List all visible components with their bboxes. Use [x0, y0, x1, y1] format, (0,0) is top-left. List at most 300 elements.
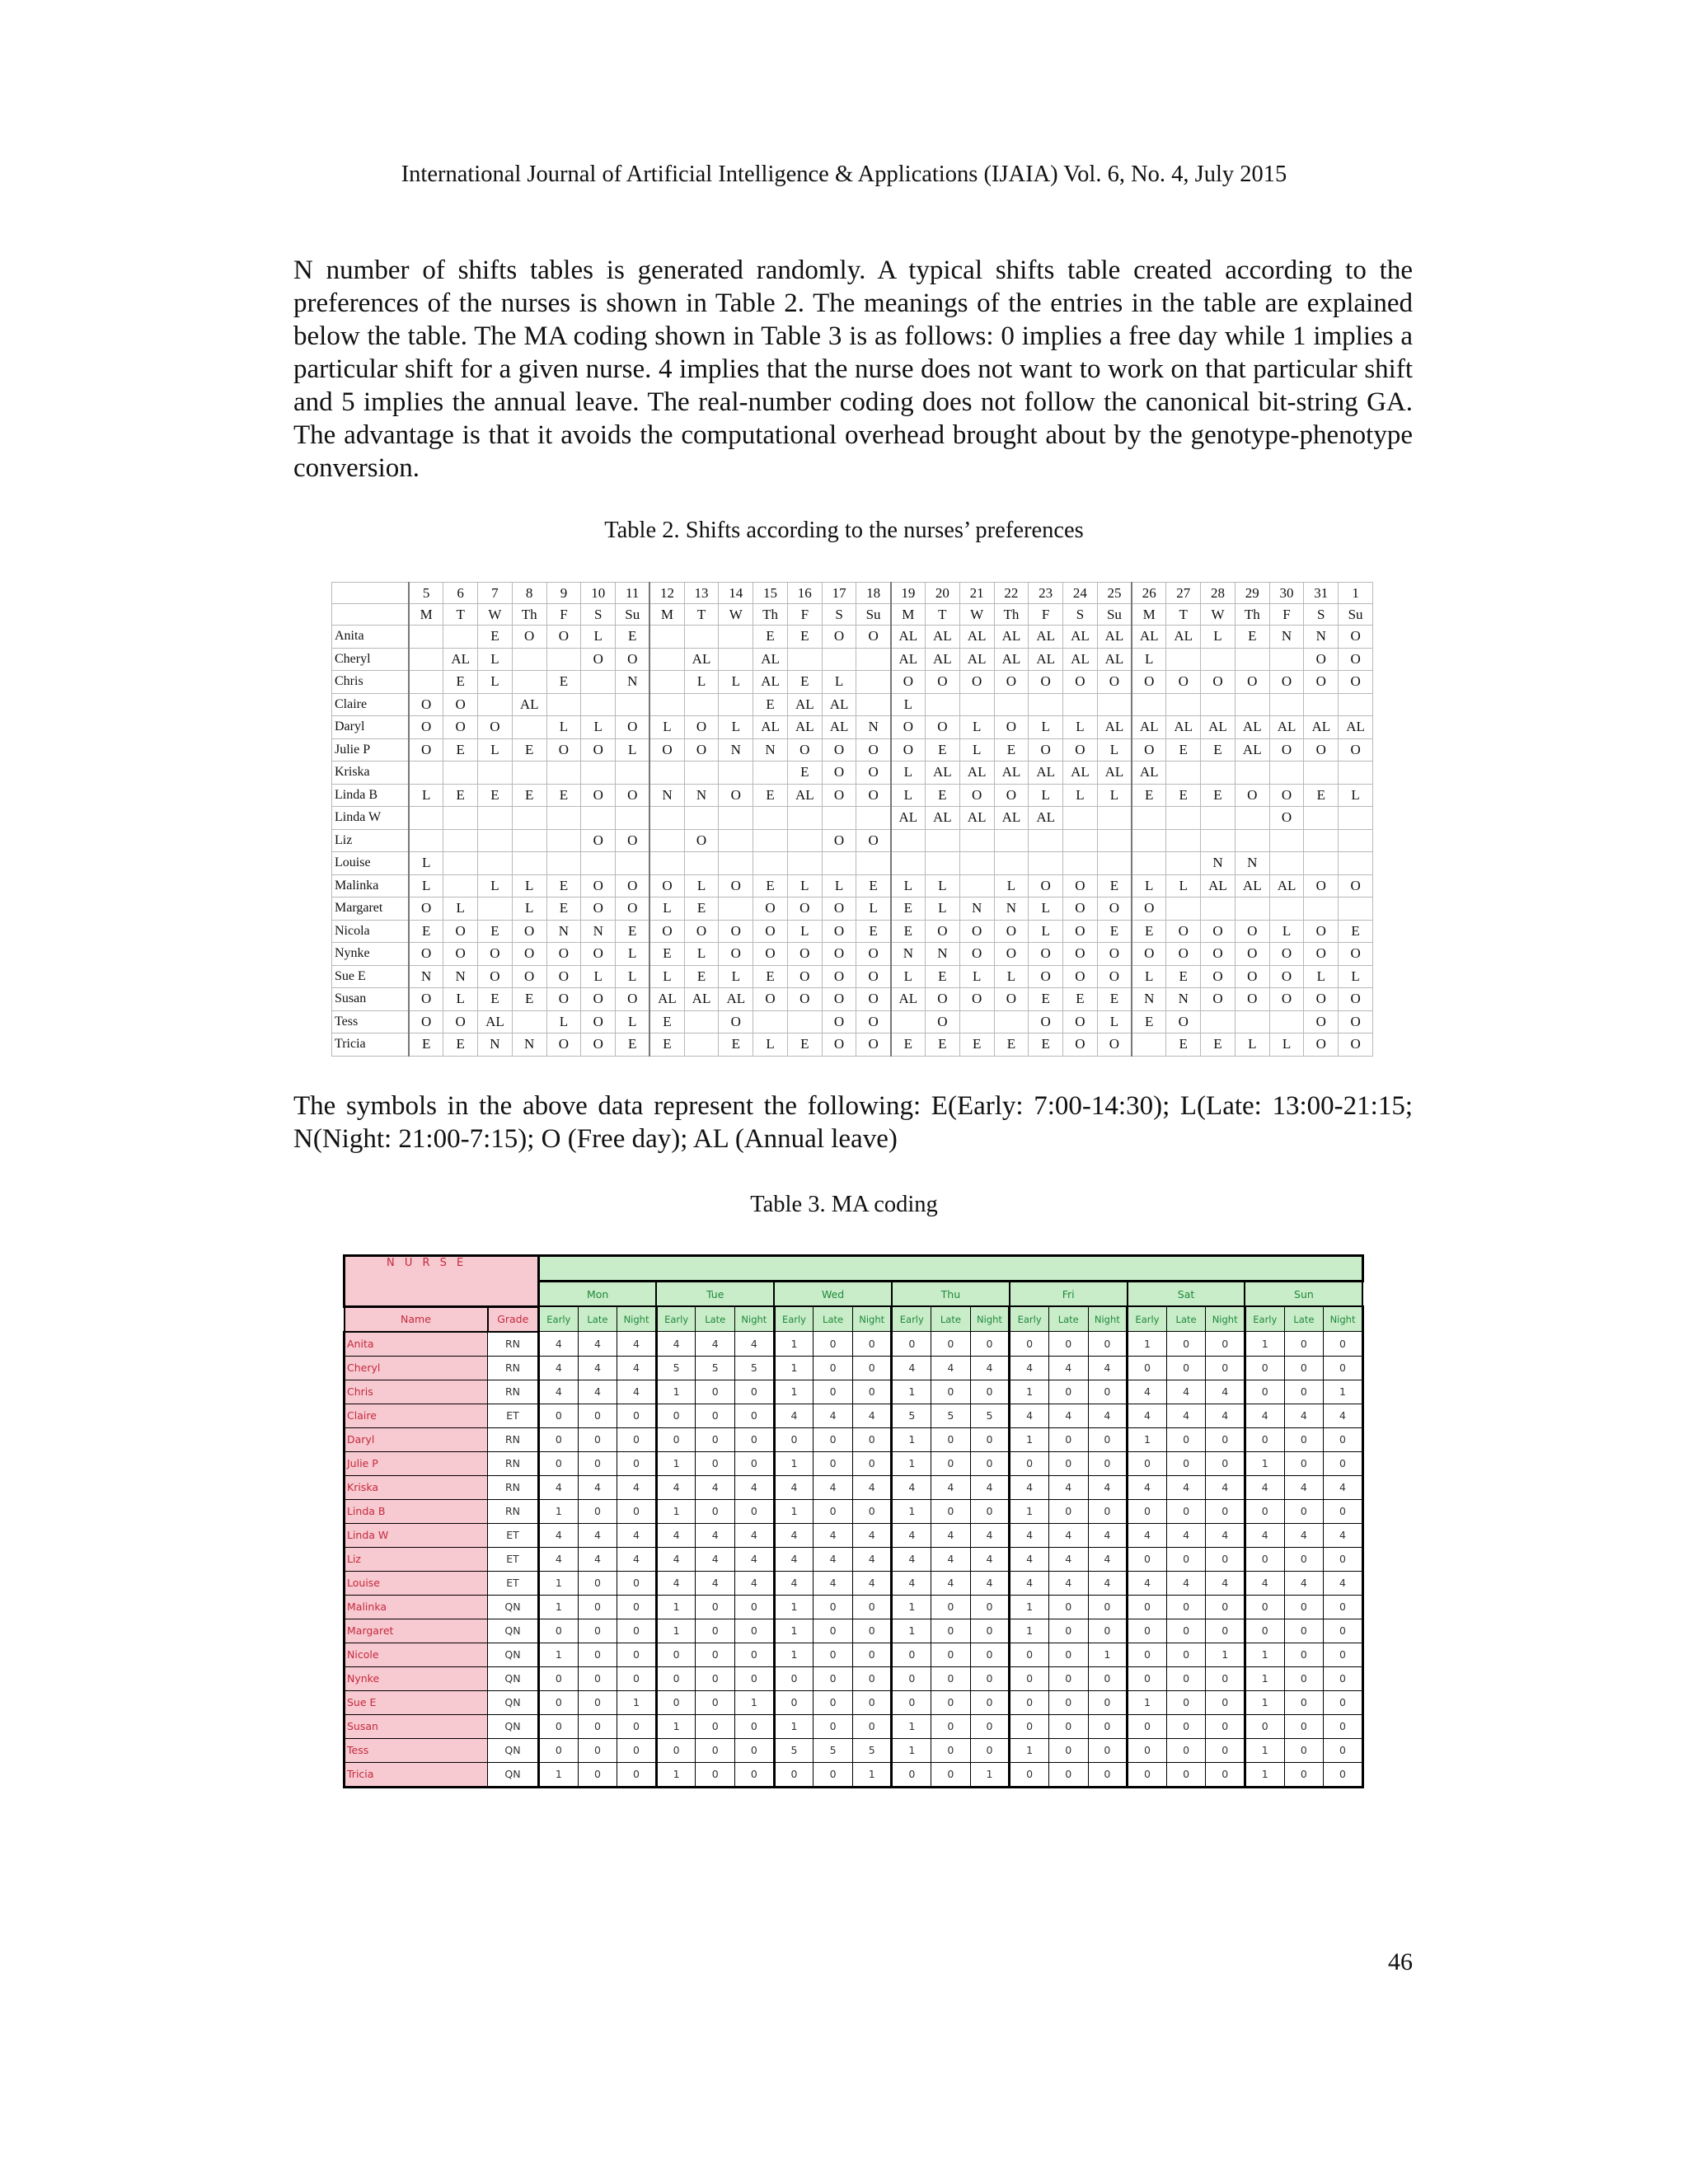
shift-cell: O	[478, 965, 513, 988]
shift-header: Early	[539, 1306, 579, 1332]
shift-cell: O	[925, 988, 959, 1011]
code-cell: 0	[814, 1619, 853, 1643]
shift-cell: L	[478, 648, 513, 671]
shift-cell	[959, 874, 994, 898]
code-cell: 0	[1088, 1499, 1128, 1523]
code-cell: 4	[617, 1356, 657, 1380]
shift-cell: AL	[1063, 626, 1098, 649]
shift-cell: L	[1201, 626, 1236, 649]
shift-cell	[1304, 762, 1339, 785]
shift-cell: O	[1235, 920, 1269, 943]
code-cell: 4	[1088, 1475, 1128, 1499]
shift-cell: O	[753, 898, 788, 921]
code-cell: 0	[852, 1666, 892, 1690]
code-cell: 0	[1166, 1619, 1206, 1643]
shift-header: Early	[656, 1306, 696, 1332]
code-cell: 4	[931, 1547, 971, 1571]
shift-header: Early	[1128, 1306, 1167, 1332]
table-row	[332, 943, 1373, 966]
shifts-preferences-table	[331, 582, 1373, 1057]
shift-cell: L	[1269, 920, 1304, 943]
shift-cell: L	[581, 965, 616, 988]
table-row	[345, 1475, 1363, 1499]
shift-cell: E	[649, 1010, 684, 1033]
shift-cell: L	[1029, 716, 1063, 739]
day-header: Fri	[1010, 1282, 1128, 1307]
code-cell: 4	[696, 1332, 735, 1357]
code-cell: 0	[617, 1738, 657, 1762]
shift-cell: AL	[443, 648, 478, 671]
nurse-grade: RN	[488, 1475, 539, 1499]
code-cell: 0	[1206, 1666, 1245, 1690]
shift-cell: O	[1339, 648, 1373, 671]
shift-cell: L	[1339, 965, 1373, 988]
date-header: 29	[1235, 583, 1269, 604]
nurse-name: Nicole	[345, 1643, 488, 1666]
code-cell: 0	[1166, 1547, 1206, 1571]
nurse-name: Claire	[332, 693, 410, 716]
code-cell: 0	[656, 1427, 696, 1451]
shift-cell	[1166, 762, 1201, 785]
shift-cell: O	[925, 671, 959, 694]
shift-cell: E	[443, 784, 478, 807]
table-row	[345, 1404, 1363, 1427]
code-cell: 0	[1245, 1619, 1284, 1643]
code-cell: 4	[1166, 1404, 1206, 1427]
code-cell: 0	[1324, 1619, 1363, 1643]
shift-cell	[684, 626, 719, 649]
code-cell: 0	[970, 1690, 1010, 1714]
code-cell: 0	[696, 1619, 735, 1643]
table-row	[345, 1499, 1363, 1523]
code-cell: 0	[696, 1738, 735, 1762]
shift-cell	[959, 829, 994, 852]
shift-cell: E	[1029, 1033, 1063, 1057]
shift-cell: O	[1201, 920, 1236, 943]
nurse-grade: RN	[488, 1427, 539, 1451]
shift-cell: L	[1132, 965, 1166, 988]
code-cell: 1	[735, 1690, 775, 1714]
shift-cell: O	[787, 965, 822, 988]
shift-cell: L	[409, 852, 443, 875]
code-cell: 4	[735, 1571, 775, 1595]
shift-cell: O	[546, 943, 581, 966]
shift-cell: O	[1201, 965, 1236, 988]
code-cell: 0	[735, 1595, 775, 1619]
shift-cell	[546, 852, 581, 875]
shift-cell	[822, 648, 856, 671]
shift-cell: O	[1097, 898, 1132, 921]
nurse-grade: ET	[488, 1523, 539, 1547]
code-cell: 0	[1048, 1451, 1088, 1475]
shift-cell: AL	[684, 988, 719, 1011]
shift-cell: L	[719, 716, 753, 739]
shift-cell: O	[616, 784, 650, 807]
code-cell: 0	[1206, 1547, 1245, 1571]
date-header: 6	[443, 583, 478, 604]
shift-cell	[1235, 829, 1269, 852]
shift-cell	[409, 807, 443, 830]
code-cell: 0	[1284, 1332, 1324, 1357]
date-header: 14	[719, 583, 753, 604]
nurse-name: Daryl	[332, 716, 410, 739]
code-cell: 4	[1088, 1523, 1128, 1547]
shift-cell: E	[719, 1033, 753, 1057]
shift-cell: L	[822, 671, 856, 694]
shift-cell	[478, 762, 513, 785]
code-cell: 0	[931, 1427, 971, 1451]
date-header: 30	[1269, 583, 1304, 604]
shift-cell: O	[856, 762, 891, 785]
code-cell: 0	[1128, 1643, 1167, 1666]
shift-cell: AL	[787, 716, 822, 739]
code-cell: 0	[696, 1380, 735, 1404]
shift-cell: O	[1063, 671, 1098, 694]
code-cell: 0	[1128, 1738, 1167, 1762]
shift-cell	[581, 852, 616, 875]
shift-cell: AL	[787, 693, 822, 716]
table-row	[345, 1523, 1363, 1547]
nurse-grade: ET	[488, 1547, 539, 1571]
shift-cell: O	[856, 943, 891, 966]
code-cell: 0	[1284, 1499, 1324, 1523]
shift-cell: N	[684, 784, 719, 807]
shift-cell: O	[1269, 807, 1304, 830]
shift-cell: O	[1063, 1010, 1098, 1033]
code-cell: 4	[656, 1523, 696, 1547]
code-cell: 4	[852, 1404, 892, 1427]
code-cell: 0	[696, 1714, 735, 1738]
shift-cell	[1269, 648, 1304, 671]
code-cell: 4	[1166, 1571, 1206, 1595]
code-cell: 4	[892, 1571, 931, 1595]
code-cell: 4	[1048, 1404, 1088, 1427]
shift-header: Late	[931, 1306, 971, 1332]
code-cell: 0	[1128, 1356, 1167, 1380]
shift-cell: L	[478, 738, 513, 762]
code-cell: 0	[1166, 1332, 1206, 1357]
shift-cell: N	[616, 671, 650, 694]
code-cell: 0	[656, 1738, 696, 1762]
nurse-name: Claire	[345, 1404, 488, 1427]
shift-cell	[925, 852, 959, 875]
shift-cell: O	[581, 898, 616, 921]
shift-cell: AL	[994, 807, 1029, 830]
shift-cell: E	[753, 965, 788, 988]
shift-cell	[1201, 762, 1236, 785]
shift-cell	[1166, 807, 1201, 830]
shift-cell	[1097, 807, 1132, 830]
table-row	[332, 874, 1373, 898]
table-row	[332, 626, 1373, 649]
code-cell: 4	[656, 1475, 696, 1499]
shift-cell	[443, 829, 478, 852]
code-cell: 4	[1128, 1523, 1167, 1547]
shift-cell: E	[478, 784, 513, 807]
shift-cell: L	[649, 716, 684, 739]
shift-cell	[1235, 807, 1269, 830]
shift-cell: N	[512, 1033, 546, 1057]
shift-cell	[1097, 852, 1132, 875]
shift-cell: L	[891, 965, 926, 988]
weekday-header: F	[787, 604, 822, 626]
code-cell: 4	[814, 1523, 853, 1547]
shift-cell: E	[649, 1033, 684, 1057]
shift-cell: O	[822, 943, 856, 966]
code-cell: 0	[1206, 1595, 1245, 1619]
code-cell: 1	[892, 1738, 931, 1762]
shift-cell: L	[1097, 784, 1132, 807]
code-cell: 4	[1245, 1404, 1284, 1427]
code-cell: 0	[774, 1690, 814, 1714]
shift-cell: L	[1132, 648, 1166, 671]
shift-cell: E	[1029, 988, 1063, 1011]
table-row	[345, 1427, 1363, 1451]
nurse-name: Louise	[332, 852, 410, 875]
shift-cell	[719, 626, 753, 649]
code-cell: 0	[696, 1451, 735, 1475]
table-row	[345, 1619, 1363, 1643]
shift-cell: AL	[1304, 716, 1339, 739]
code-cell: 4	[1088, 1356, 1128, 1380]
shift-cell	[753, 829, 788, 852]
code-cell: 4	[774, 1475, 814, 1499]
date-header: 16	[787, 583, 822, 604]
code-cell: 0	[578, 1499, 617, 1523]
weekday-header: W	[1201, 604, 1236, 626]
code-cell: 0	[617, 1404, 657, 1427]
shift-cell: E	[1235, 626, 1269, 649]
shift-cell	[787, 1010, 822, 1033]
code-cell: 0	[735, 1643, 775, 1666]
shift-cell	[684, 807, 719, 830]
weekday-header: S	[1063, 604, 1098, 626]
code-cell: 4	[617, 1475, 657, 1499]
shift-cell: O	[719, 874, 753, 898]
code-cell: 4	[735, 1332, 775, 1357]
code-cell: 0	[970, 1714, 1010, 1738]
table-row	[332, 1033, 1373, 1057]
table-row	[332, 784, 1373, 807]
shift-cell: L	[959, 716, 994, 739]
shift-cell	[1235, 648, 1269, 671]
code-cell: 4	[696, 1571, 735, 1595]
shift-cell: AL	[753, 716, 788, 739]
code-cell: 4	[696, 1475, 735, 1499]
shift-cell	[1269, 829, 1304, 852]
shift-cell: O	[1132, 898, 1166, 921]
date-header: 31	[1304, 583, 1339, 604]
page-number: 46	[1388, 1948, 1413, 1975]
code-cell: 0	[1284, 1666, 1324, 1690]
code-cell: 0	[578, 1666, 617, 1690]
shift-cell	[891, 829, 926, 852]
code-cell: 0	[852, 1619, 892, 1643]
code-cell: 4	[1048, 1571, 1088, 1595]
code-cell: 1	[1010, 1595, 1049, 1619]
code-cell: 0	[696, 1643, 735, 1666]
code-cell: 4	[970, 1523, 1010, 1547]
shift-cell: L	[787, 874, 822, 898]
name-header: Name	[345, 1306, 488, 1332]
table-row	[332, 920, 1373, 943]
shift-cell: O	[409, 738, 443, 762]
code-cell: 4	[735, 1523, 775, 1547]
code-cell: 0	[617, 1643, 657, 1666]
shift-cell	[891, 852, 926, 875]
shift-cell: O	[616, 648, 650, 671]
code-cell: 0	[696, 1404, 735, 1427]
shift-cell	[649, 852, 684, 875]
shift-header: Night	[1324, 1306, 1363, 1332]
shift-cell: L	[1166, 874, 1201, 898]
code-cell: 1	[1245, 1451, 1284, 1475]
code-cell: 0	[578, 1738, 617, 1762]
shift-header: Early	[774, 1306, 814, 1332]
shift-cell	[753, 807, 788, 830]
code-cell: 0	[814, 1380, 853, 1404]
shift-cell: O	[959, 920, 994, 943]
shift-cell	[581, 671, 616, 694]
code-cell: 5	[931, 1404, 971, 1427]
code-cell: 4	[696, 1547, 735, 1571]
code-cell: 1	[656, 1714, 696, 1738]
code-cell: 0	[1324, 1595, 1363, 1619]
code-cell: 4	[1128, 1571, 1167, 1595]
shift-cell: O	[1339, 626, 1373, 649]
code-cell: 0	[656, 1666, 696, 1690]
weekday-header: Su	[616, 604, 650, 626]
shift-cell	[684, 693, 719, 716]
shift-cell: L	[649, 898, 684, 921]
shift-cell: L	[719, 965, 753, 988]
code-cell: 4	[578, 1380, 617, 1404]
code-cell: 0	[1245, 1427, 1284, 1451]
code-cell: 4	[617, 1547, 657, 1571]
shift-cell: O	[443, 716, 478, 739]
code-cell: 4	[852, 1475, 892, 1499]
shift-cell: O	[822, 965, 856, 988]
shift-cell: AL	[753, 671, 788, 694]
code-cell: 5	[892, 1404, 931, 1427]
code-cell: 0	[1166, 1595, 1206, 1619]
shift-cell	[1269, 762, 1304, 785]
shift-cell: O	[443, 920, 478, 943]
shift-cell	[684, 1010, 719, 1033]
shift-cell	[512, 762, 546, 785]
shift-cell: L	[616, 965, 650, 988]
code-cell: 0	[814, 1356, 853, 1380]
shift-cell: O	[856, 965, 891, 988]
code-cell: 0	[931, 1738, 971, 1762]
shift-cell: AL	[1063, 762, 1098, 785]
code-cell: 0	[774, 1427, 814, 1451]
shift-cell: E	[891, 898, 926, 921]
shift-cell: AL	[959, 762, 994, 785]
shift-cell: E	[787, 1033, 822, 1057]
code-cell: 4	[1206, 1523, 1245, 1547]
code-cell: 1	[1245, 1690, 1284, 1714]
shift-cell: L	[959, 965, 994, 988]
shift-cell: O	[1235, 784, 1269, 807]
code-cell: 0	[578, 1643, 617, 1666]
code-cell: 0	[1128, 1762, 1167, 1787]
code-cell: 4	[1206, 1380, 1245, 1404]
code-cell: 4	[539, 1332, 579, 1357]
shift-cell: L	[1097, 1010, 1132, 1033]
nurse-name: Kriska	[345, 1475, 488, 1499]
shift-cell	[1235, 1010, 1269, 1033]
shift-cell	[822, 852, 856, 875]
code-cell: 0	[1128, 1666, 1167, 1690]
code-cell: 0	[735, 1380, 775, 1404]
weekday-header: Su	[1339, 604, 1373, 626]
shift-cell	[753, 852, 788, 875]
table3-caption: Table 3. MA coding	[750, 1192, 938, 1217]
code-cell: 4	[814, 1571, 853, 1595]
shift-cell: O	[1201, 943, 1236, 966]
nurse-name: Linda B	[345, 1499, 488, 1523]
code-cell: 0	[1284, 1595, 1324, 1619]
weekday-header: M	[891, 604, 926, 626]
weekday-header: F	[546, 604, 581, 626]
shift-cell: O	[581, 784, 616, 807]
shift-cell	[1339, 693, 1373, 716]
shift-cell: O	[925, 716, 959, 739]
shift-cell: N	[891, 943, 926, 966]
shift-cell	[994, 1010, 1029, 1033]
corner-cell	[332, 604, 410, 626]
shift-cell: L	[546, 716, 581, 739]
shift-cell: L	[684, 943, 719, 966]
shift-cell	[1097, 693, 1132, 716]
shift-cell: AL	[1097, 626, 1132, 649]
code-cell: 1	[970, 1762, 1010, 1787]
code-cell: 4	[774, 1404, 814, 1427]
shift-cell: O	[1235, 988, 1269, 1011]
shift-cell: O	[546, 626, 581, 649]
code-cell: 1	[892, 1619, 931, 1643]
ma-coding-table	[343, 1254, 1364, 1788]
code-cell: 1	[774, 1714, 814, 1738]
code-cell: 1	[1245, 1332, 1284, 1357]
code-cell: 4	[735, 1475, 775, 1499]
date-header: 15	[753, 583, 788, 604]
shift-cell: E	[616, 920, 650, 943]
shift-cell	[512, 1010, 546, 1033]
code-cell: 0	[578, 1690, 617, 1714]
shift-cell	[753, 1010, 788, 1033]
code-cell: 4	[539, 1547, 579, 1571]
nurse-name: Nynke	[332, 943, 410, 966]
shift-cell	[1201, 1010, 1236, 1033]
table-row	[345, 1571, 1363, 1595]
shift-cell: O	[616, 874, 650, 898]
code-cell: 0	[970, 1666, 1010, 1690]
table-row	[345, 1738, 1363, 1762]
shift-cell	[616, 807, 650, 830]
shift-cell: E	[546, 671, 581, 694]
day-header: Sat	[1128, 1282, 1245, 1307]
code-cell: 4	[1166, 1475, 1206, 1499]
code-cell: 0	[539, 1714, 579, 1738]
shift-cell: O	[1029, 1010, 1063, 1033]
shift-cell: E	[787, 762, 822, 785]
table-row	[332, 648, 1373, 671]
shift-cell: L	[443, 988, 478, 1011]
code-cell: 0	[1128, 1619, 1167, 1643]
shift-cell: AL	[925, 762, 959, 785]
